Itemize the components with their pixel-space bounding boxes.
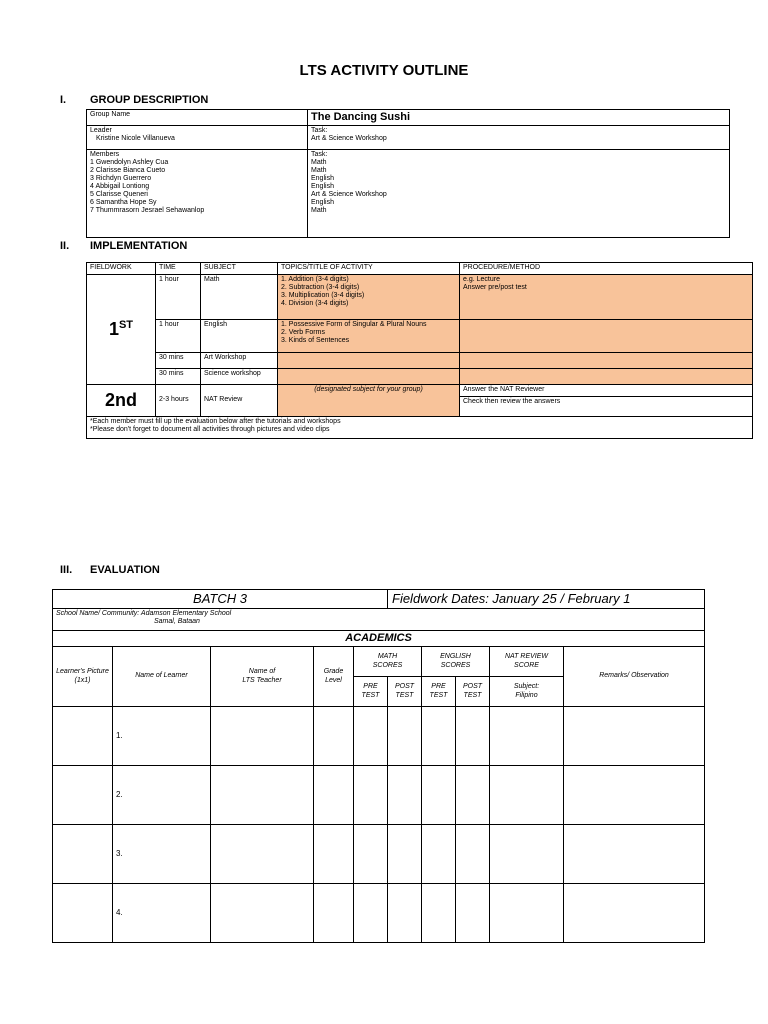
batch-label: BATCH 3 — [53, 590, 388, 609]
member-task: English — [311, 175, 334, 183]
grade-cell — [314, 766, 354, 825]
section-number: I. — [60, 94, 67, 106]
evaluation-table — [52, 589, 705, 943]
header-math-line2: SCORES — [372, 661, 403, 669]
members-cell — [87, 150, 308, 238]
fieldwork-first-number: 1 — [108, 319, 119, 340]
member-task: Art & Science Workshop — [311, 191, 387, 199]
header-topics: TOPICS/TITLE OF ACTIVITY — [278, 263, 460, 275]
grade-cell — [314, 825, 354, 884]
math-pre-cell — [354, 884, 388, 943]
group-name-value: The Dancing Sushi — [308, 110, 730, 126]
science-time: 30 mins — [156, 369, 201, 385]
english-procedure — [460, 320, 753, 353]
member-task: English — [311, 199, 334, 207]
english-pre-cell — [422, 707, 456, 766]
topic-item: 1. Addition (3-4 digits) — [281, 276, 349, 283]
member-tasks-cell — [308, 150, 730, 238]
math-post-cell — [388, 766, 422, 825]
math-pre-cell — [354, 707, 388, 766]
nat-cell — [490, 884, 564, 943]
header-pre-line1: PRE — [363, 683, 378, 691]
fieldwork-second: 2nd — [87, 385, 156, 417]
section-label: IMPLEMENTATION — [90, 240, 188, 252]
picture-cell — [53, 707, 113, 766]
nat-subject: NAT Review — [201, 385, 278, 417]
header-lts-teacher — [211, 647, 314, 707]
group-description-table — [86, 109, 730, 238]
nat-cell — [490, 707, 564, 766]
fieldwork-dates: Fieldwork Dates: January 25 / February 1 — [388, 590, 705, 609]
learner-name-cell: 4. — [113, 884, 211, 943]
art-subject: Art Workshop — [201, 353, 278, 369]
group-name-label: Group Name — [87, 110, 308, 126]
art-time: 30 mins — [156, 353, 201, 369]
english-post-cell — [456, 825, 490, 884]
header-math-scores — [354, 647, 422, 677]
implementation-notes — [87, 417, 753, 439]
member-item: 5 Clarisse Queneri — [90, 191, 148, 199]
nat-procedure-check: Check then review the answers — [460, 397, 753, 417]
topic-item: 2. Subtraction (3-4 digits) — [281, 284, 360, 292]
learner-name-cell: 2. — [113, 766, 211, 825]
header-learner-picture: Learner's Picture (1x1) — [53, 647, 113, 707]
teacher-cell — [211, 825, 314, 884]
topic-item: 3. Kinds of Sentences — [281, 337, 350, 345]
nat-topics: (designated subject for your group) — [278, 385, 460, 417]
header-time: TIME — [156, 263, 201, 275]
picture-cell — [53, 766, 113, 825]
picture-cell — [53, 884, 113, 943]
section-label: EVALUATION — [90, 564, 160, 576]
leader-task: Art & Science Workshop — [311, 135, 387, 143]
table-row — [53, 825, 705, 884]
english-post-cell — [456, 766, 490, 825]
header-grade-line2: Level — [325, 676, 342, 684]
math-post-cell — [388, 884, 422, 943]
fieldwork-first — [87, 275, 156, 385]
task-label: Task: — [311, 151, 328, 158]
teacher-cell — [211, 766, 314, 825]
art-topics — [278, 353, 460, 369]
member-item: 4 Abbigail Lontiong — [90, 183, 150, 191]
member-item: 7 Thummrasorn Jesrael Sehawanlop — [90, 207, 205, 215]
science-topics — [278, 369, 460, 385]
leader-cell — [87, 126, 308, 150]
section-heading-implementation — [60, 240, 187, 252]
teacher-cell — [211, 707, 314, 766]
note-item: *Each member must fill up the evaluation below after the tutorials and workshops — [90, 418, 341, 425]
header-subject: SUBJECT — [201, 263, 278, 275]
remarks-cell — [564, 825, 705, 884]
table-row — [53, 766, 705, 825]
header-post-line2: TEST — [395, 691, 414, 699]
english-post-cell — [456, 884, 490, 943]
learner-name-cell: 1. — [113, 707, 211, 766]
header-subject-line2: Filipino — [515, 691, 538, 699]
leader-name: Kristine Nicole Villanueva — [96, 135, 175, 143]
remarks-cell — [564, 884, 705, 943]
header-english-line2: SCORES — [440, 661, 471, 669]
academics-heading: ACADEMICS — [53, 631, 705, 647]
math-pre-cell — [354, 825, 388, 884]
member-item: 2 Clarisse Bianca Cueto — [90, 167, 166, 175]
english-pre-cell — [422, 766, 456, 825]
implementation-table — [86, 262, 753, 439]
table-row — [53, 707, 705, 766]
header-post-line1: POST — [394, 683, 415, 691]
header-nat-score — [490, 647, 564, 677]
math-time: 1 hour — [156, 275, 201, 320]
leader-task-cell — [308, 126, 730, 150]
leader-label: Leader — [90, 127, 112, 134]
header-math-post-test — [388, 677, 422, 707]
section-label: GROUP DESCRIPTION — [90, 94, 209, 106]
math-post-cell — [388, 707, 422, 766]
nat-time: 2-3 hours — [156, 385, 201, 417]
english-topics — [278, 320, 460, 353]
grade-cell — [314, 884, 354, 943]
header-lts-teacher-line2: LTS Teacher — [242, 676, 282, 684]
school-cell — [53, 609, 705, 631]
header-english-pre-test — [422, 677, 456, 707]
task-label: Task: — [311, 127, 328, 134]
math-post-cell — [388, 825, 422, 884]
header-math-line1: MATH — [377, 653, 398, 661]
header-nat-line1: NAT REVIEW — [504, 653, 549, 661]
header-nat-subject — [490, 677, 564, 707]
english-subject: English — [201, 320, 278, 353]
header-remarks: Remarks/ Observation — [564, 647, 705, 707]
section-heading-group-description — [60, 94, 208, 106]
header-procedure: PROCEDURE/METHOD — [460, 263, 753, 275]
page-title: LTS ACTIVITY OUTLINE — [299, 62, 469, 79]
teacher-cell — [211, 884, 314, 943]
header-post-line2: TEST — [463, 691, 482, 699]
header-english-line1: ENGLISH — [440, 653, 471, 661]
topic-item: 4. Division (3-4 digits) — [281, 300, 349, 308]
header-english-scores — [422, 647, 490, 677]
grade-cell — [314, 707, 354, 766]
section-heading-evaluation — [60, 564, 160, 576]
fieldwork-first-suffix: ST — [118, 319, 134, 332]
science-procedure — [460, 369, 753, 385]
header-learner-name: Name of Learner — [113, 647, 211, 707]
member-task: English — [311, 183, 334, 191]
header-pre-line2: TEST — [361, 691, 380, 699]
nat-cell — [490, 825, 564, 884]
header-post-line1: POST — [462, 683, 483, 691]
english-time: 1 hour — [156, 320, 201, 353]
learner-name-cell: 3. — [113, 825, 211, 884]
member-task: Math — [311, 159, 327, 167]
math-procedure — [460, 275, 753, 320]
remarks-cell — [564, 707, 705, 766]
topic-item: 2. Verb Forms — [281, 329, 325, 337]
note-item: *Please don't forget to document all activities through pictures and video clips — [90, 426, 330, 434]
english-post-cell — [456, 707, 490, 766]
members-label: Members — [90, 151, 120, 158]
nat-cell — [490, 766, 564, 825]
section-number: II. — [60, 240, 70, 252]
header-english-post-test — [456, 677, 490, 707]
school-place: Samal, Bataan — [154, 618, 200, 626]
math-topics — [278, 275, 460, 320]
header-nat-line2: SCORE — [514, 661, 539, 669]
nat-procedure-answer: Answer the NAT Reviewer — [460, 385, 753, 397]
topic-item: 3. Multiplication (3-4 digits) — [281, 292, 365, 300]
table-row — [53, 884, 705, 943]
member-item: 6 Samantha Hope Sy — [90, 199, 157, 207]
header-math-pre-test — [354, 677, 388, 707]
header-grade-line1: Grade — [323, 668, 344, 676]
procedure-item: Answer pre/post test — [463, 284, 527, 292]
topic-item: 1. Possessive Form of Singular & Plural Nouns — [281, 321, 427, 328]
english-pre-cell — [422, 825, 456, 884]
header-lts-teacher-line1: Name of — [248, 668, 276, 676]
member-task: Math — [311, 207, 327, 215]
procedure-item: e.g. Lecture — [463, 276, 500, 283]
member-item: 1 Gwendolyn Ashley Cua — [90, 159, 169, 167]
art-procedure — [460, 353, 753, 369]
member-item: 3 Richdyn Guerrero — [90, 175, 152, 183]
english-pre-cell — [422, 884, 456, 943]
header-subject-line1: Subject: — [513, 683, 540, 691]
school-name: School Name/ Community: Adamson Elementary School — [56, 610, 232, 617]
header-pre-line1: PRE — [431, 683, 446, 691]
header-fieldwork: FIELDWORK — [87, 263, 156, 275]
member-task: Math — [311, 167, 327, 175]
header-grade-level — [314, 647, 354, 707]
header-pre-line2: TEST — [429, 691, 448, 699]
remarks-cell — [564, 766, 705, 825]
picture-cell — [53, 825, 113, 884]
science-subject: Science workshop — [201, 369, 278, 385]
section-number: III. — [60, 564, 73, 576]
math-pre-cell — [354, 766, 388, 825]
math-subject: Math — [201, 275, 278, 320]
